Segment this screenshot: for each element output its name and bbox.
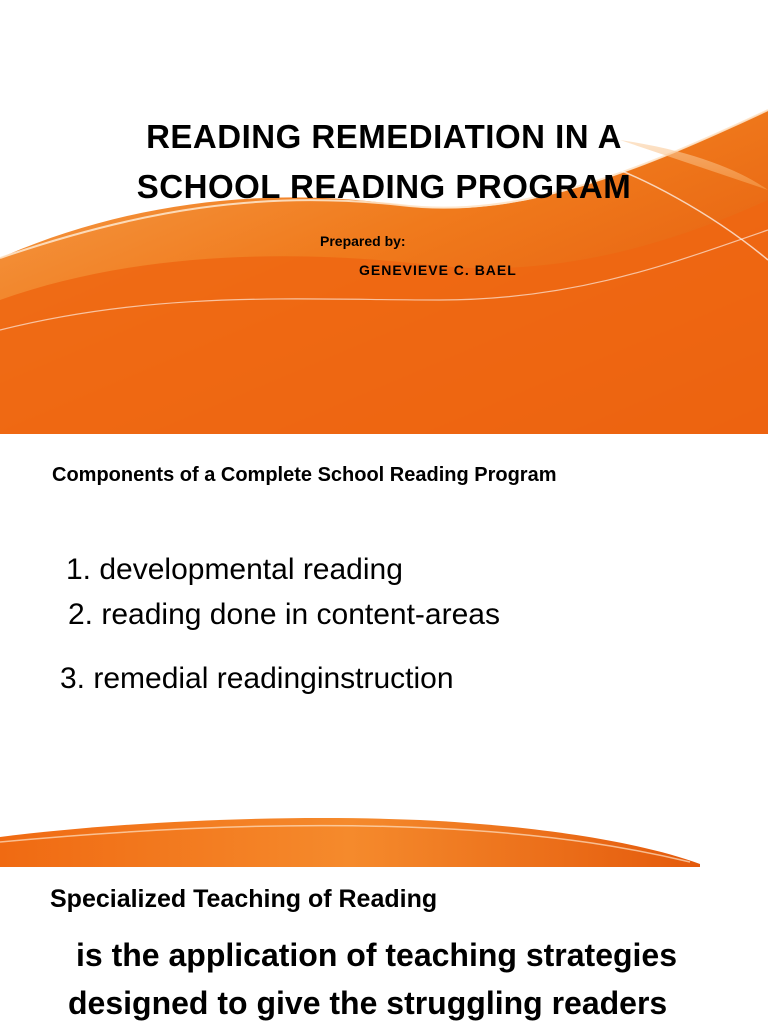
list-item: 1. developmental reading	[66, 553, 403, 586]
list-item: 2. reading done in content-areas	[68, 598, 500, 631]
components-slide	[0, 434, 768, 867]
slide-title-line-1: READING REMEDIATION IN A	[146, 118, 622, 155]
slide-title-line-2: SCHOOL READING PROGRAM	[136, 168, 632, 205]
title-slide	[0, 0, 768, 434]
author-name: GENEVIEVE C. BAEL	[359, 262, 517, 278]
slide-heading: Components of a Complete School Reading Program	[52, 464, 557, 486]
body-text-line-1: is the application of teaching strategies	[76, 937, 678, 973]
orange-wave-decoration	[0, 0, 768, 434]
list-item: 3. remedial readinginstruction	[60, 662, 454, 695]
body-text-line-2: designed to give the struggling readers	[68, 985, 668, 1021]
prepared-by-label: Prepared by:	[320, 233, 406, 249]
orange-wave-decoration	[0, 802, 768, 867]
specialized-teaching-slide	[0, 867, 768, 1024]
slide-heading: Specialized Teaching of Reading	[50, 885, 438, 913]
